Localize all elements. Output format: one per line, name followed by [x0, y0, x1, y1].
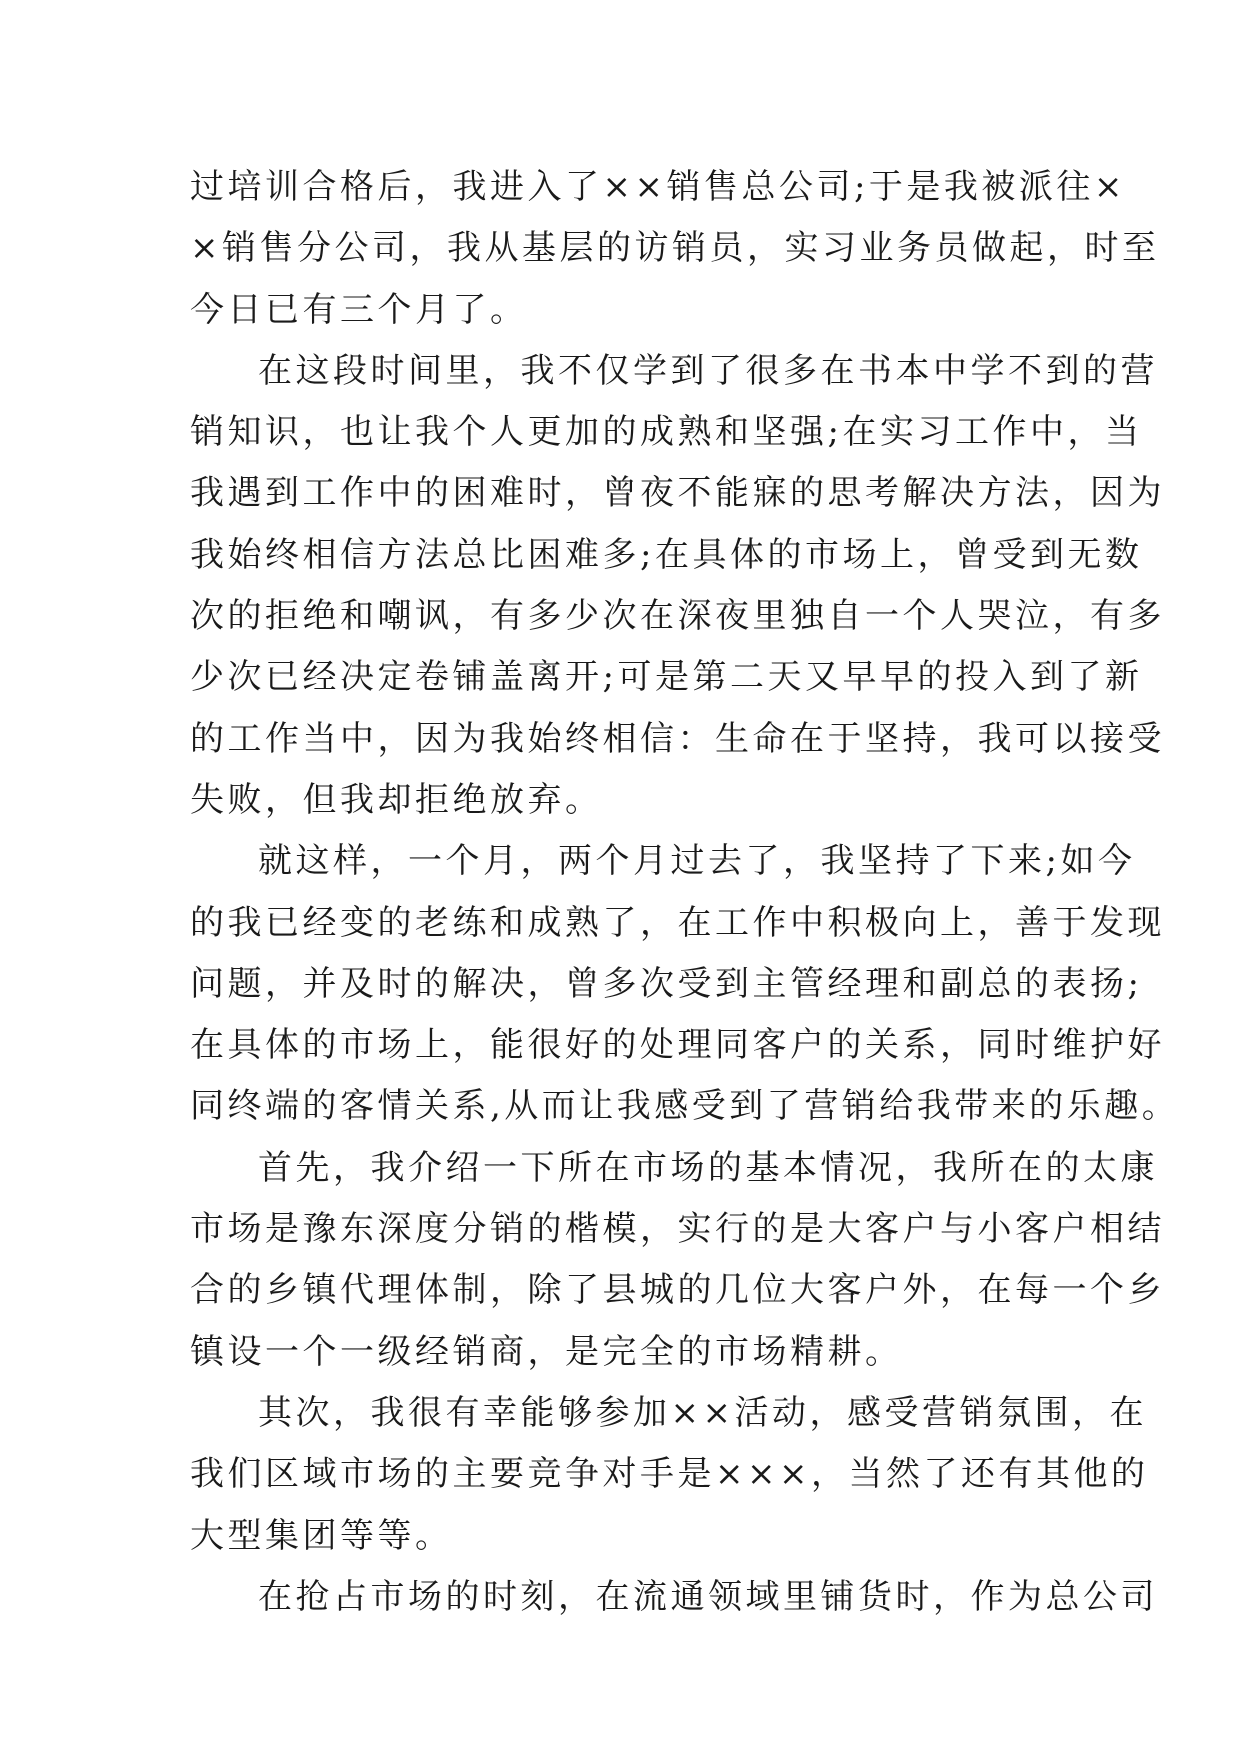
text-line: 大型集团等等。 [190, 1515, 453, 1556]
text-line: 合的乡镇代理体制，除了县城的几位大客户外，在每一个乡 [190, 1270, 1165, 1311]
text-line: 在具体的市场上，能很好的处理同客户的关系，同时维护好 [190, 1025, 1165, 1066]
text-line: 过培训合格后，我进入了××销售总公司;于是我被派往× [190, 167, 1126, 207]
text-line: 市场是豫东深度分销的楷模，实行的是大客户与小客户相结 [190, 1209, 1165, 1250]
document-body [190, 157, 1180, 1628]
text-line: 我们区域市场的主要竞争对手是×××，当然了还有其他的 [190, 1454, 1149, 1495]
text-line: 镇设一个一级经销商，是完全的市场精耕。 [190, 1331, 903, 1372]
paragraph-first-line: 就这样，一个月，两个月过去了，我坚持了下来;如今 [258, 841, 1136, 882]
text-line: 问题，并及时的解决，曾多次受到主管经理和副总的表扬; [190, 963, 1143, 1004]
text-line: 次的拒绝和嘲讽，有多少次在深夜里独自一个人哭泣，有多 [190, 596, 1165, 637]
paragraph-first-line: 其次，我很有幸能够参加××活动，感受营销氛围，在 [258, 1392, 1147, 1433]
text-line: 的工作当中，因为我始终相信：生命在于坚持，我可以接受 [190, 718, 1165, 759]
text-line: 少次已经决定卷铺盖离开;可是第二天又早早的投入到了新 [190, 657, 1143, 698]
text-line: 销知识，也让我个人更加的成熟和坚强;在实习工作中，当 [190, 412, 1143, 453]
text-line: 今日已有三个月了。 [190, 289, 528, 330]
paragraph-first-line: 首先，我介绍一下所在市场的基本情况，我所在的太康 [258, 1147, 1158, 1188]
paragraph-first-line: 在这段时间里，我不仅学到了很多在书本中学不到的营 [258, 350, 1158, 391]
text-line: 失败，但我却拒绝放弃。 [190, 779, 603, 820]
text-line: 同终端的客情关系,从而让我感受到了营销给我带来的乐趣。 [190, 1086, 1180, 1127]
text-line: ×销售分公司，我从基层的访销员，实习业务员做起，时至 [190, 228, 1160, 269]
text-line: 我遇到工作中的困难时，曾夜不能寐的思考解决方法，因为 [190, 473, 1165, 514]
text-line: 我始终相信方法总比困难多;在具体的市场上，曾受到无数 [190, 534, 1143, 575]
text-line: 的我已经变的老练和成熟了，在工作中积极向上，善于发现 [190, 902, 1165, 943]
paragraph-first-line: 在抢占市场的时刻，在流通领域里铺货时，作为总公司 [258, 1576, 1158, 1617]
